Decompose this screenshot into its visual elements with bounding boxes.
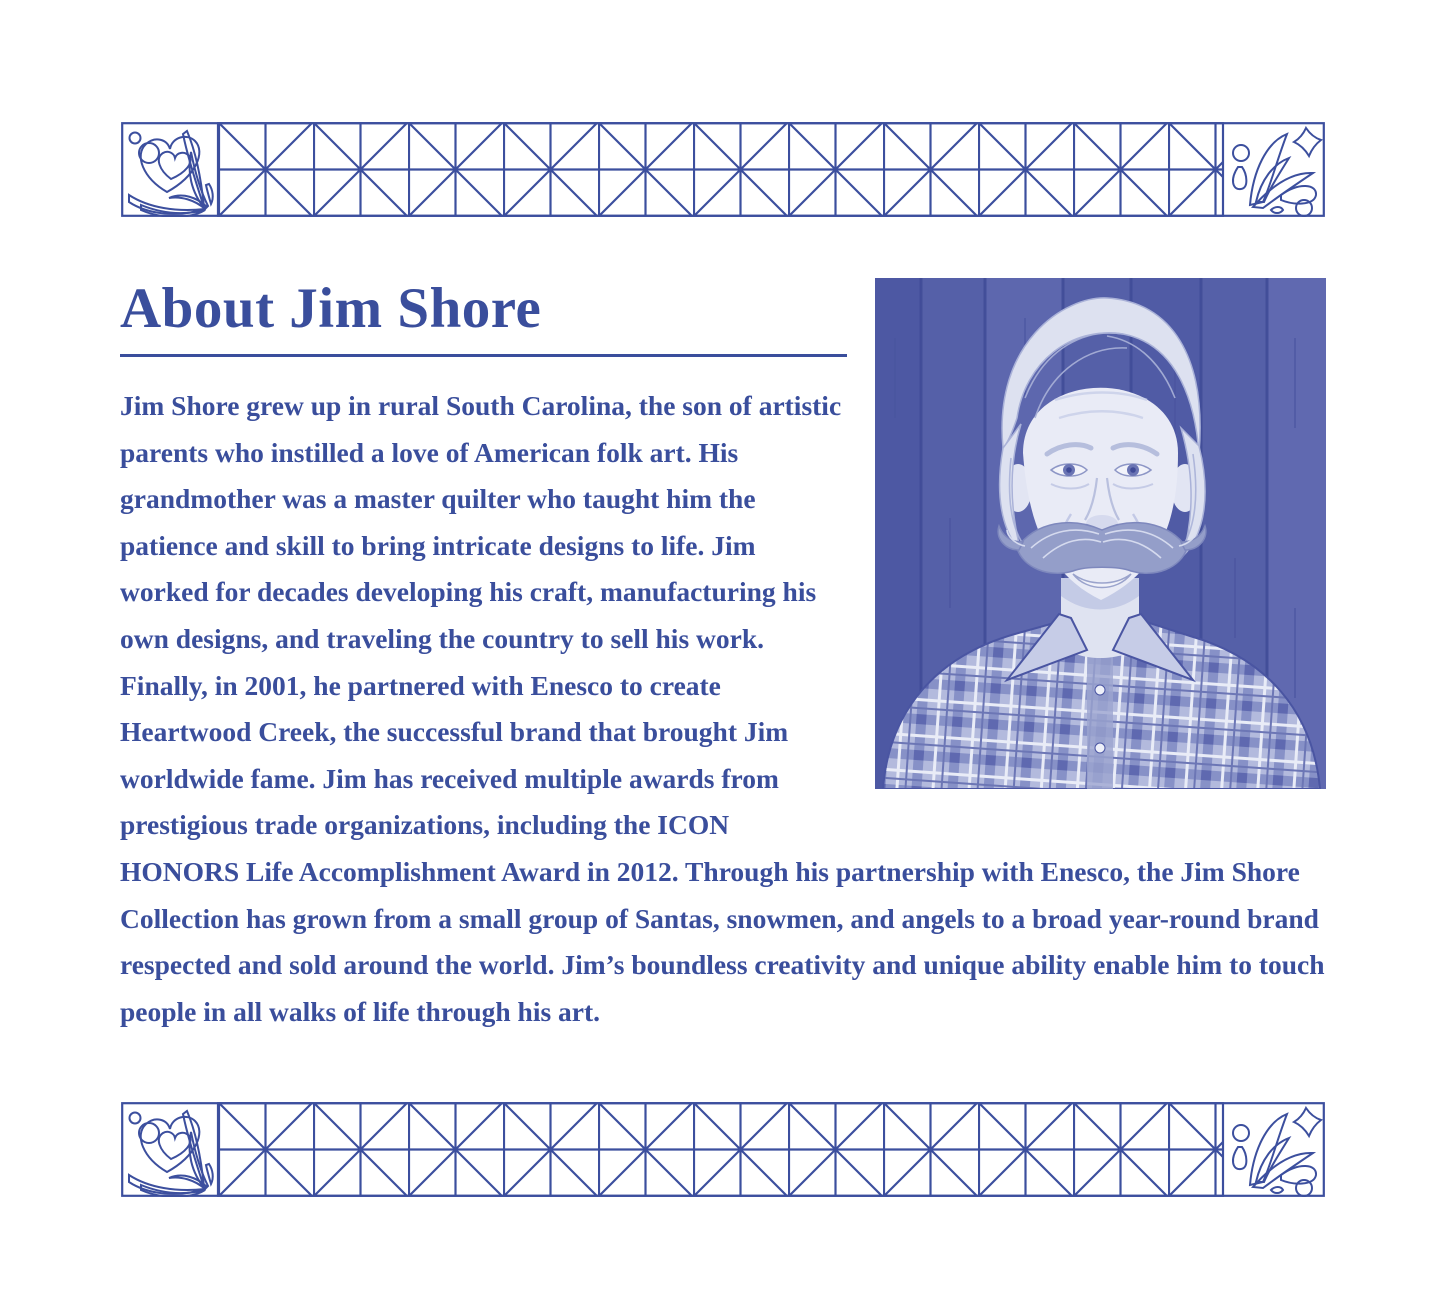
triangle-patchwork-pattern [122, 123, 1324, 217]
quilt-border-top [121, 122, 1325, 217]
triangle-patchwork-pattern [122, 1103, 1324, 1197]
about-section [120, 277, 1326, 1035]
quilt-border-bottom [121, 1102, 1325, 1197]
page-title: About Jim Shore [120, 277, 542, 340]
bio-paragraph: Jim Shore grew up in rural South Carolina, the son of artistic parents who instilled a love of American folk art. His grandmother was a master quilter who taught him the patience and skill to bring intricate designs to life. Jim worked for decades developing his craft, manufacturing his own designs, and traveling the country to sell his work. Finally, in 2001, he partnered with Enesco to create Heartwood Creek, the successful brand that brought Jim worldwide fame. Jim has received multiple awards from prestigious trade organizations, including the ICON HONORS Life Accomplishment Award in 2012. Through his partnership with Enesco, the Jim Shore Collection has grown from a small group of Santas, snowmen, and angels to a broad year-round brand respected and sold around the world. Jim’s boundless creativity and unique ability enable him to touch people in all walks of life through his art. [120, 390, 1325, 1027]
title-underline [120, 354, 847, 357]
jim-shore-portrait-photo [875, 278, 1326, 789]
